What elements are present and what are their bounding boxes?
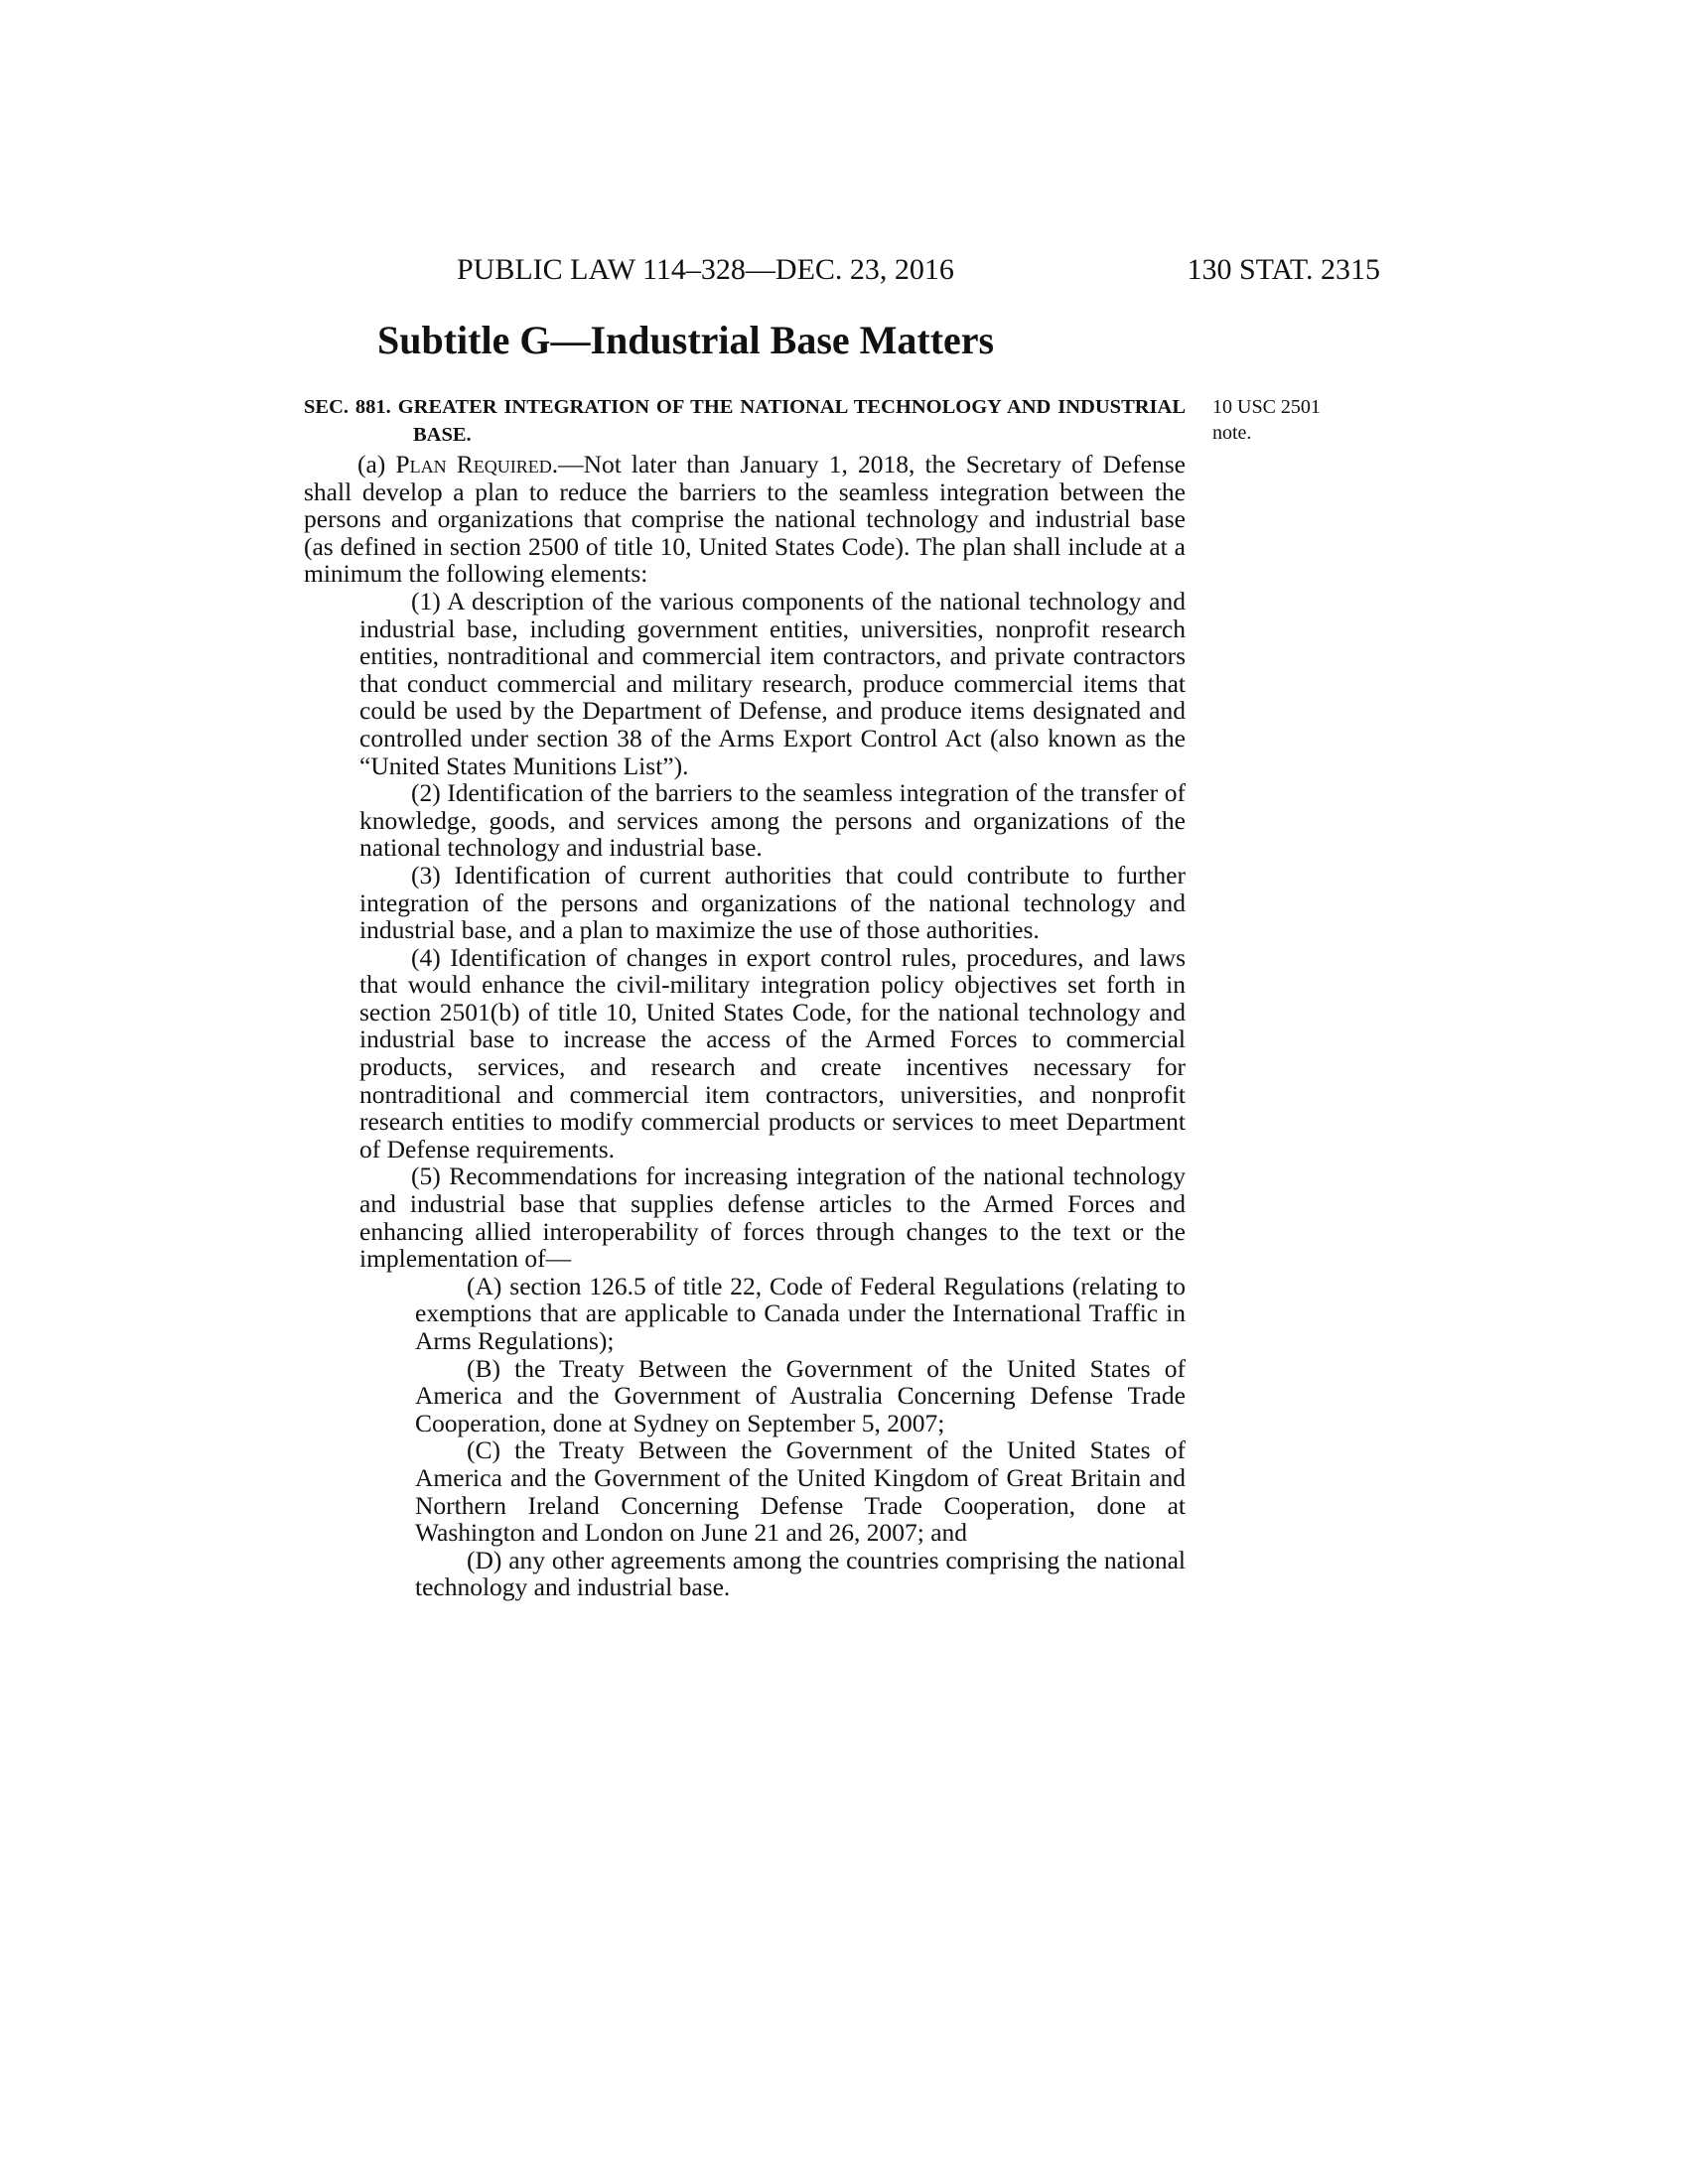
statute-page-citation: 130 STAT. 2315 <box>1187 253 1380 286</box>
page-header <box>457 250 1380 290</box>
paragraph-2: (2) Identification of the barriers to the seamless integration of the transfer of knowledge, goods, and services among the persons and organizations of the national technology and industrial base. <box>359 778 1186 863</box>
margin-note-citation: 10 USC 2501 <box>1212 396 1321 418</box>
paragraph-4: (4) Identification of changes in export control rules, procedures, and laws that would enhance the civil-military integration policy objectives set forth in section 2501(b) of title 10, United States Code, for the national technology and industrial base to increase the access of the Armed Forces to commercial products, services, and research and create incentives necessary for nontraditional and commercial item contractors, universities, and nonprofit research entities to modify commercial products or services to meet Department of Defense requirements. <box>359 942 1186 1163</box>
subsection-a-caption: Plan Required <box>395 450 552 478</box>
subparagraph-d: (D) any other agreements among the countries comprising the national technology and industrial base. <box>415 1545 1186 1602</box>
subsection-a-text: .—Not later than January 1, 2018, the Secretary of Defense shall develop a plan to reduce the barriers to the seamless integration between the persons and organizations that comprise the national technology and industrial base (as defined in section 2500 of title 10, United States Code). The plan shall include at a minimum the following elements: <box>304 450 1186 589</box>
subsection-a-enum: (a) <box>357 450 396 478</box>
running-head: PUBLIC LAW 114–328—DEC. 23, 2016 <box>457 253 954 286</box>
paragraph-5: (5) Recommendations for increasing integration of the national technology and industrial base that supplies defense articles to the Armed Forces and enhancing allied interoperability of forces through changes to the text or the implementation of— <box>359 1161 1186 1274</box>
subparagraph-a: (A) section 126.5 of title 22, Code of Federal Regulations (relating to exemptions that are applicable to Canada under the International Traffic in Arms Regulations); <box>415 1271 1186 1355</box>
paragraph-3: (3) Identification of current authorities that could contribute to further integration of the persons and organizations of the national technology and industrial base, and a plan to maximize the use of those authorities. <box>359 860 1186 945</box>
section-body <box>304 393 1186 1601</box>
subparagraph-c: (C) the Treaty Between the Government of the United States of America and the Government of the United Kingdom of Great Britain and Northern Ireland Concerning Defense Trade Cooperation, done at Washington and London on June 21 and 26, 2007; and <box>415 1435 1186 1548</box>
margin-note-label: note. <box>1212 422 1252 444</box>
subtitle-heading: Subtitle G—Industrial Base Matters <box>377 318 995 362</box>
section-heading: SEC. 881. GREATER INTEGRATION OF THE NATIONAL TECHNOLOGY AND INDUSTRIAL BASE. <box>304 396 1186 446</box>
margin-note <box>1212 394 1371 446</box>
subsection-a <box>304 451 1186 588</box>
paragraph-1: (1) A description of the various components of the national technology and industrial base, including government entities, universities, nonprofit research entities, nontraditional and commercial item contractors, and private contractors that conduct commercial and military research, produce commercial items that could be used by the Department of Defense, and produce items designated and controlled under section 38 of the Arms Export Control Act (also known as the “United States Munitions List”). <box>359 586 1186 780</box>
subparagraph-b: (B) the Treaty Between the Government of the United States of America and the Government of Australia Concerning Defense Trade Cooperation, done at Sydney on September 5, 2007; <box>415 1353 1186 1437</box>
